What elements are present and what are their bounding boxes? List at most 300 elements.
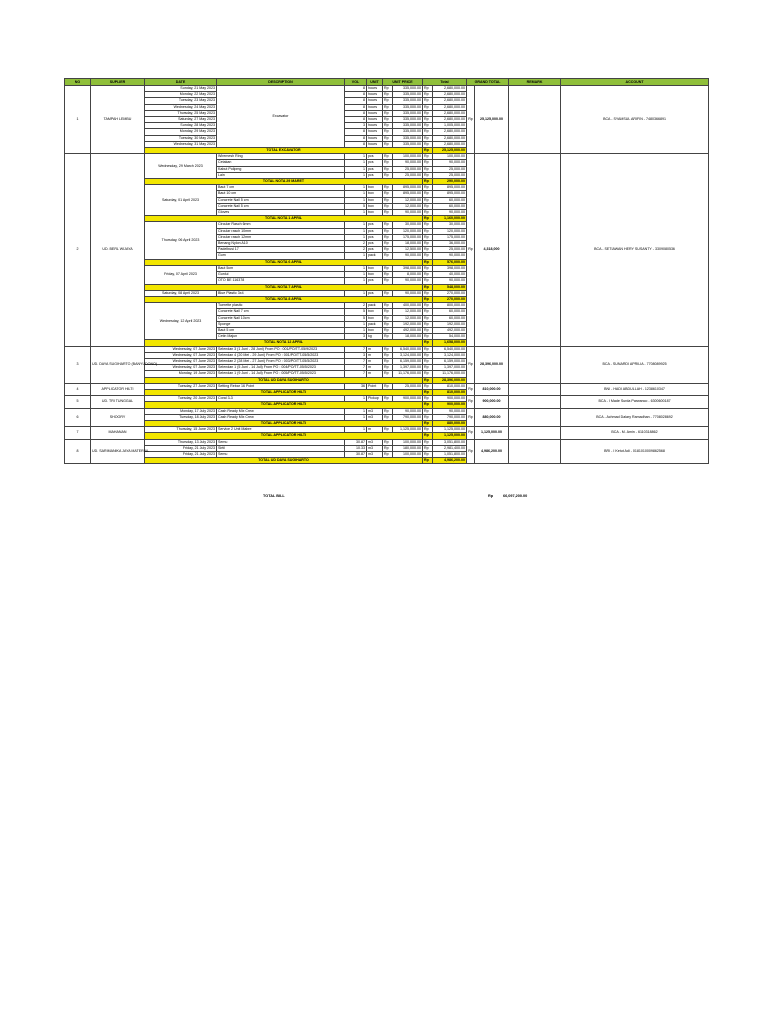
cell-price-currency: Rp	[383, 365, 393, 371]
cell-total: 6,159,000.00	[433, 358, 467, 364]
cell-total: 2,680,000.00	[433, 86, 467, 92]
subtotal-currency: Rp	[423, 458, 433, 464]
header-account: ACCOUNT	[561, 79, 709, 86]
subtotal-label: TOTAL UD DAYA SUGIHARTO	[145, 377, 423, 383]
cell-date: Wednesday, 07 June 2023	[145, 358, 217, 364]
subtotal-label: TOTAL NOTA 6 APRIL	[145, 259, 423, 265]
cell-unit: m	[367, 365, 383, 371]
cell-unit-price: 335,000.00	[393, 92, 423, 98]
cell-vol: 8	[345, 135, 367, 141]
cell-total-currency: Rp	[423, 203, 433, 209]
cell-price-currency: Rp	[383, 414, 393, 420]
cell-remark	[509, 427, 561, 439]
cell-no: 3	[65, 346, 91, 383]
cell-remark	[509, 154, 561, 346]
cell-price-currency: Rp	[383, 191, 393, 197]
cell-description: Concrete Nail 5 cm	[217, 197, 345, 203]
cell-date: Thursday, 15 June 2023	[145, 427, 217, 433]
subtotal-label: TOTAL NOTA 29 MARET	[145, 179, 423, 185]
cell-unit-price: 12,000.00	[393, 309, 423, 315]
cell-grand-currency: Rp	[467, 86, 475, 154]
cell-description: Kabut Polipmg	[217, 166, 345, 172]
cell-vol: 1	[345, 290, 367, 296]
cell-no: 8	[65, 439, 91, 464]
cell-unit-price: 790,000.00	[393, 414, 423, 420]
cell-unit: Point	[367, 383, 383, 389]
cell-total-currency: Rp	[423, 141, 433, 147]
cell-date: Monday, 17 July 2023	[145, 408, 217, 414]
cell-unit: hours	[367, 86, 383, 92]
cell-unit: box	[367, 272, 383, 278]
cell-date: Tuesday, 30 May 2023	[145, 135, 217, 141]
subtotal-amount: 900,000.00	[433, 402, 467, 408]
invoice-body	[65, 86, 709, 464]
cell-total: 60,000.00	[433, 203, 467, 209]
cell-date: Tuesday, 23 May 2023	[145, 98, 217, 104]
cell-price-currency: Rp	[383, 110, 393, 116]
cell-total: 90,000.00	[433, 253, 467, 259]
cell-total: 800,000.00	[433, 303, 467, 309]
header-date: DATE	[145, 79, 217, 86]
cell-price-currency: Rp	[383, 371, 393, 377]
cell-unit: box	[367, 315, 383, 321]
cell-unit: pcs	[367, 222, 383, 228]
cell-unit-price: 11,176,000.00	[393, 371, 423, 377]
cell-unit: box	[367, 210, 383, 216]
cell-total: 2,680,000.00	[433, 141, 467, 147]
cell-total-currency: Rp	[423, 172, 433, 178]
total-bill-label: TOTAL BILL	[263, 494, 285, 498]
subtotal-currency: Rp	[423, 389, 433, 395]
cell-total: 175,000.00	[433, 234, 467, 240]
cell-grand-currency: Rp	[467, 427, 475, 439]
cell-supplier: UD. BERL WIJAYA	[91, 154, 145, 346]
subtotal-amount: 4,986,200.00	[433, 458, 467, 464]
cell-description: Selendan 4 (20 Mei - 29 Juni) From PO : 001/PO/TT-05/5/2023	[217, 352, 345, 358]
cell-price-currency: Rp	[383, 358, 393, 364]
cell-date: Tuesday, 18 July 2023	[145, 414, 217, 420]
cell-vol: 7	[345, 365, 367, 371]
cell-no: 6	[65, 408, 91, 427]
cell-total: 3,124,000.00	[433, 352, 467, 358]
cell-unit: pcs	[367, 278, 383, 284]
cell-account: BCA - SUNARDI APRILIA - 7708089925	[561, 346, 709, 383]
cell-vol: 8	[345, 104, 367, 110]
cell-total-currency: Rp	[423, 228, 433, 234]
subtotal-label: TOTAL APPLICATOR HILTI	[145, 433, 423, 439]
cell-unit: box	[367, 185, 383, 191]
cell-price-currency: Rp	[383, 290, 393, 296]
cell-total-currency: Rp	[423, 408, 433, 414]
subtotal-currency: Rp	[423, 420, 433, 426]
cell-unit-price: 25,000.00	[393, 166, 423, 172]
cell-total-currency: Rp	[423, 396, 433, 402]
cell-total-currency: Rp	[423, 104, 433, 110]
subtotal-amount: 1,160,000.00	[433, 216, 467, 222]
header-remark: REMARK	[509, 79, 561, 86]
cell-total-currency: Rp	[423, 265, 433, 271]
total-bill-currency: Rp	[488, 494, 494, 498]
cell-vol: 1	[345, 327, 367, 333]
cell-vol: 8	[345, 117, 367, 123]
cell-total: 11,176,000.00	[433, 371, 467, 377]
cell-unit: m	[367, 427, 383, 433]
cell-description: Selendan 2 (28 Mei - 27 Juni) From PO : 003/PO/TT-05/5/2023	[217, 358, 345, 364]
cell-date: Sunday, 21 May 2023	[145, 86, 217, 92]
cell-date: Monday, 29 May 2023	[145, 129, 217, 135]
cell-unit-price: 12,500.00	[393, 247, 423, 253]
cell-vol: 3	[345, 123, 367, 129]
cell-vol: 1	[345, 172, 367, 178]
cell-grand-currency: Rp	[467, 383, 475, 395]
cell-date: Thursday, 06 April 2023	[145, 222, 217, 259]
cell-vol: 3	[345, 352, 367, 358]
cell-total: 25,000.00	[433, 247, 467, 253]
cell-price-currency: Rp	[383, 272, 393, 278]
cell-unit-price: 18,000.00	[393, 241, 423, 247]
cell-total-currency: Rp	[423, 272, 433, 278]
subtotal-amount: 1,125,000.00	[433, 433, 467, 439]
subtotal-currency: Rp	[423, 340, 433, 346]
cell-total: 100,000.00	[433, 154, 467, 160]
cell-remark	[509, 396, 561, 408]
cell-account: BCA - SYAMSUL ARIFIN - 7480366891	[561, 86, 709, 154]
cell-description: Baut 5 cm	[217, 327, 345, 333]
cell-description: Cetakan	[217, 160, 345, 166]
cell-total-currency: Rp	[423, 445, 433, 451]
cell-vol: 1	[345, 408, 367, 414]
total-bill-amount: 66,097,200.00	[503, 494, 528, 498]
cell-description: Concrete Nail 5 cm	[217, 203, 345, 209]
cell-description: Setting Rebar 16 Point	[217, 383, 345, 389]
cell-description: Sponge	[217, 321, 345, 327]
cell-account: BNI - HADI ABDULLAH - 1238610347	[561, 383, 709, 395]
cell-description: Service 2 Unit Mabre	[217, 427, 345, 433]
cell-total-currency: Rp	[423, 309, 433, 315]
subtotal-currency: Rp	[423, 259, 433, 265]
cell-unit: pcs	[367, 172, 383, 178]
cell-vol: 2	[345, 241, 367, 247]
cell-account: BCA - SETIAWAN HERY SUSANTY - 3309080536	[561, 154, 709, 346]
cell-vol: 1	[345, 272, 367, 278]
cell-unit-price: 90,000.00	[393, 210, 423, 216]
cell-total-currency: Rp	[423, 191, 433, 197]
cell-price-currency: Rp	[383, 352, 393, 358]
header-no: NO	[65, 79, 91, 86]
cell-price-currency: Rp	[383, 241, 393, 247]
cell-total: 6,540,000.00	[433, 346, 467, 352]
cell-date: Tuesday, 27 June 2023	[145, 383, 217, 389]
header-unit: UNIT	[367, 79, 383, 86]
cell-date: Wednesday, 31 May 2023	[145, 141, 217, 147]
header-total: Total	[423, 79, 467, 86]
cell-total: 60,000.00	[433, 315, 467, 321]
cell-grand-total: 25,125,000.00	[475, 86, 509, 154]
cell-price-currency: Rp	[383, 346, 393, 352]
cell-price-currency: Rp	[383, 451, 393, 457]
cell-account: BCA - Achmad Dalary Ramadhan - 7708028692	[561, 408, 709, 427]
cell-vol: 8	[345, 110, 367, 116]
cell-price-currency: Rp	[383, 278, 393, 284]
cell-description: Sirtil	[217, 445, 345, 451]
subtotal-label: TOTAL NOTA 8 APRIL	[145, 296, 423, 302]
table-row	[65, 154, 709, 160]
cell-price-currency: Rp	[383, 123, 393, 129]
cell-unit: box	[367, 203, 383, 209]
cell-unit: m3	[367, 445, 383, 451]
cell-total: 1,397,000.00	[433, 365, 467, 371]
cell-price-currency: Rp	[383, 98, 393, 104]
cell-description: Semu	[217, 451, 345, 457]
cell-total-currency: Rp	[423, 334, 433, 340]
cell-description: Excavator	[217, 86, 345, 148]
cell-vol: 2	[345, 303, 367, 309]
cell-unit-price: 900,000.00	[393, 396, 423, 402]
cell-unit: hours	[367, 92, 383, 98]
cell-supplier: UD. TRI TUNGGAL	[91, 396, 145, 408]
cell-no: 4	[65, 383, 91, 395]
cell-description: Circular rasch 10mm	[217, 228, 345, 234]
cell-unit: m	[367, 358, 383, 364]
cell-price-currency: Rp	[383, 247, 393, 253]
subtotal-amount: 880,000.00	[433, 420, 467, 426]
cell-total-currency: Rp	[423, 160, 433, 166]
cell-remark	[509, 86, 561, 154]
cell-date: Monday, 22 May 2023	[145, 92, 217, 98]
cell-unit: hours	[367, 123, 383, 129]
cell-total-currency: Rp	[423, 135, 433, 141]
cell-supplier: APPLICATOR HILTI	[91, 383, 145, 395]
cell-unit: m3	[367, 414, 383, 420]
cell-unit-price: 335,000.00	[393, 123, 423, 129]
cell-total-currency: Rp	[423, 185, 433, 191]
cell-unit: pack	[367, 321, 383, 327]
cell-no: 1	[65, 86, 91, 154]
cell-total-currency: Rp	[423, 365, 433, 371]
cell-description: Baut 10 cm	[217, 191, 345, 197]
cell-vol: 8	[345, 129, 367, 135]
cell-description: Benang Nylon A10	[217, 241, 345, 247]
cell-unit: kg	[367, 334, 383, 340]
cell-price-currency: Rp	[383, 135, 393, 141]
cell-total-currency: Rp	[423, 210, 433, 216]
cell-supplier: MAHANAN	[91, 427, 145, 439]
cell-vol: 1	[345, 185, 367, 191]
cell-unit: m	[367, 371, 383, 377]
cell-unit-price: 1,397,000.00	[393, 365, 423, 371]
cell-unit-price: 90,000.00	[393, 253, 423, 259]
header-row	[65, 79, 709, 86]
subtotal-amount: 270,000.00	[433, 296, 467, 302]
header-unit-price: UNIT PRICE	[383, 79, 423, 86]
cell-price-currency: Rp	[383, 222, 393, 228]
cell-unit: pcs	[367, 160, 383, 166]
cell-total: 2,680,000.00	[433, 135, 467, 141]
cell-total: 2,680,000.00	[433, 92, 467, 98]
cell-unit: box	[367, 327, 383, 333]
cell-unit-price: 120,000.00	[393, 228, 423, 234]
cell-vol: 1	[345, 210, 367, 216]
cell-price-currency: Rp	[383, 427, 393, 433]
subtotal-amount: 1,658,000.00	[433, 340, 467, 346]
cell-account: BCA - I Made Surda Parwanco - 6300600187	[561, 396, 709, 408]
cell-total: 90,000.00	[433, 160, 467, 166]
cell-total: 40,000.00	[433, 272, 467, 278]
cell-unit-price: 335,000.00	[393, 104, 423, 110]
cell-description: Cetin Majun	[217, 334, 345, 340]
cell-total: 54,000.00	[433, 334, 467, 340]
cell-unit: m3	[367, 439, 383, 445]
cell-description: Gum	[217, 253, 345, 259]
cell-total: 25,000.00	[433, 172, 467, 178]
cell-total-currency: Rp	[423, 92, 433, 98]
subtotal-currency: Rp	[423, 402, 433, 408]
cell-total-currency: Rp	[423, 321, 433, 327]
cell-total: 810,000.00	[433, 383, 467, 389]
cell-total-currency: Rp	[423, 346, 433, 352]
cell-unit: box	[367, 197, 383, 203]
cell-vol: 36	[345, 383, 367, 389]
cell-total-currency: Rp	[423, 371, 433, 377]
cell-total-currency: Rp	[423, 352, 433, 358]
cell-total: 25,000.00	[433, 166, 467, 172]
cell-vol: 2	[345, 247, 367, 253]
cell-price-currency: Rp	[383, 203, 393, 209]
cell-description: Circular Rasch 6mm	[217, 222, 345, 228]
cell-unit: hours	[367, 104, 383, 110]
cell-vol: 1	[345, 414, 367, 420]
cell-unit: m3	[367, 451, 383, 457]
cell-grand-currency: Rp	[467, 396, 475, 408]
cell-price-currency: Rp	[383, 383, 393, 389]
cell-total: 2,680,000.00	[433, 104, 467, 110]
subtotal-label: TOTAL APPLICATOR HILTI	[145, 420, 423, 426]
cell-description: Selendan 1 (9 Juni - 14 Juli) From PO : 005/PO/TT-05/5/2023	[217, 371, 345, 377]
cell-total: 900,000.00	[433, 396, 467, 402]
cell-vol: 7	[345, 371, 367, 377]
cell-unit: box	[367, 309, 383, 315]
cell-total-currency: Rp	[423, 166, 433, 172]
cell-unit-price: 895,000.00	[393, 191, 423, 197]
cell-vol: 3	[345, 334, 367, 340]
cell-price-currency: Rp	[383, 408, 393, 414]
subtotal-label: TOTAL APPLICATOR HILTI	[145, 402, 423, 408]
cell-date: Thursday, 13 July 2023	[145, 439, 217, 445]
cell-vol: 1	[345, 166, 367, 172]
cell-unit-price: 90,000.00	[393, 278, 423, 284]
cell-unit: Pickup	[367, 396, 383, 402]
cell-unit-price: 100,000.00	[393, 439, 423, 445]
cell-description: OTO BE 116378	[217, 278, 345, 284]
cell-vol: 8	[345, 92, 367, 98]
cell-grand-currency: Rp	[467, 439, 475, 464]
cell-price-currency: Rp	[383, 210, 393, 216]
cell-account: BCA - M. Amin - 6110318862	[561, 427, 709, 439]
cell-price-currency: Rp	[383, 309, 393, 315]
cell-unit-price: 12,000.00	[393, 197, 423, 203]
cell-price-currency: Rp	[383, 197, 393, 203]
subtotal-currency: Rp	[423, 216, 433, 222]
subtotal-amount: 810,000.00	[433, 389, 467, 395]
invoice-table	[64, 78, 709, 464]
cell-unit-price: 25,000.00	[393, 383, 423, 389]
cell-unit: pcs	[367, 290, 383, 296]
cell-unit: m	[367, 346, 383, 352]
subtotal-label: TOTAL NOTA 7 APRIL	[145, 284, 423, 290]
cell-total: 790,000.00	[433, 414, 467, 420]
cell-unit-price: 3,124,000.00	[393, 352, 423, 358]
cell-vol: 5	[345, 203, 367, 209]
cell-no: 2	[65, 154, 91, 346]
cell-price-currency: Rp	[383, 234, 393, 240]
cell-price-currency: Rp	[383, 439, 393, 445]
cell-remark	[509, 439, 561, 464]
cell-unit-price: 100,000.00	[393, 154, 423, 160]
cell-total-currency: Rp	[423, 315, 433, 321]
cell-total: 60,000.00	[433, 197, 467, 203]
cell-vol: 1	[345, 253, 367, 259]
cell-total-currency: Rp	[423, 117, 433, 123]
cell-unit: pcs	[367, 154, 383, 160]
cell-date: Saturday, 08 April 2023	[145, 290, 217, 296]
cell-account: BRI - I Ketut Adi - 0181010009862568	[561, 439, 709, 464]
cell-unit-price: 8,000.00	[393, 272, 423, 278]
cell-unit: pcs	[367, 247, 383, 253]
cell-total: 398,000.00	[433, 265, 467, 271]
cell-unit: hours	[367, 129, 383, 135]
cell-grand-total: 880,000.00	[475, 408, 509, 427]
cell-price-currency: Rp	[383, 185, 393, 191]
cell-date: Saturday, 27 May 2023	[145, 117, 217, 123]
cell-total-currency: Rp	[423, 123, 433, 129]
header-vol: VOL	[345, 79, 367, 86]
cell-no: 7	[65, 427, 91, 439]
cell-total: 1,051,800.00	[433, 451, 467, 457]
cell-unit-price: 335,000.00	[393, 98, 423, 104]
cell-unit-price: 6,159,000.00	[393, 358, 423, 364]
cell-grand-total: 1,125,000.00	[475, 427, 509, 439]
cell-description: Selendan 1 (5 Juni - 14 Juli) From PO : 004/PO/TT-05/5/2023	[217, 365, 345, 371]
cell-grand-total: 810,000.00	[475, 383, 509, 395]
cell-total: 1,125,000.00	[433, 427, 467, 433]
cell-grand-total: 900,000.00	[475, 396, 509, 408]
invoice-sheet	[64, 78, 708, 464]
cell-unit: box	[367, 265, 383, 271]
cell-price-currency: Rp	[383, 141, 393, 147]
subtotal-currency: Rp	[423, 433, 433, 439]
cell-unit: pack	[367, 253, 383, 259]
cell-unit: m3	[367, 408, 383, 414]
subtotal-label: TOTAL APPLICATOR HILTI	[145, 389, 423, 395]
cell-price-currency: Rp	[383, 129, 393, 135]
subtotal-currency: Rp	[423, 377, 433, 383]
cell-total: 192,000.00	[433, 321, 467, 327]
cell-total: 36,000.00	[433, 241, 467, 247]
cell-price-currency: Rp	[383, 154, 393, 160]
cell-total-currency: Rp	[423, 303, 433, 309]
cell-price-currency: Rp	[383, 315, 393, 321]
cell-total: 90,000.00	[433, 278, 467, 284]
cell-description: Concrete Nail 7 cm	[217, 309, 345, 315]
cell-unit: box	[367, 191, 383, 197]
cell-price-currency: Rp	[383, 92, 393, 98]
cell-unit-price: 335,000.00	[393, 129, 423, 135]
cell-price-currency: Rp	[383, 303, 393, 309]
cell-total-currency: Rp	[423, 247, 433, 253]
cell-total-currency: Rp	[423, 358, 433, 364]
cell-total-currency: Rp	[423, 427, 433, 433]
cell-total-currency: Rp	[423, 110, 433, 116]
